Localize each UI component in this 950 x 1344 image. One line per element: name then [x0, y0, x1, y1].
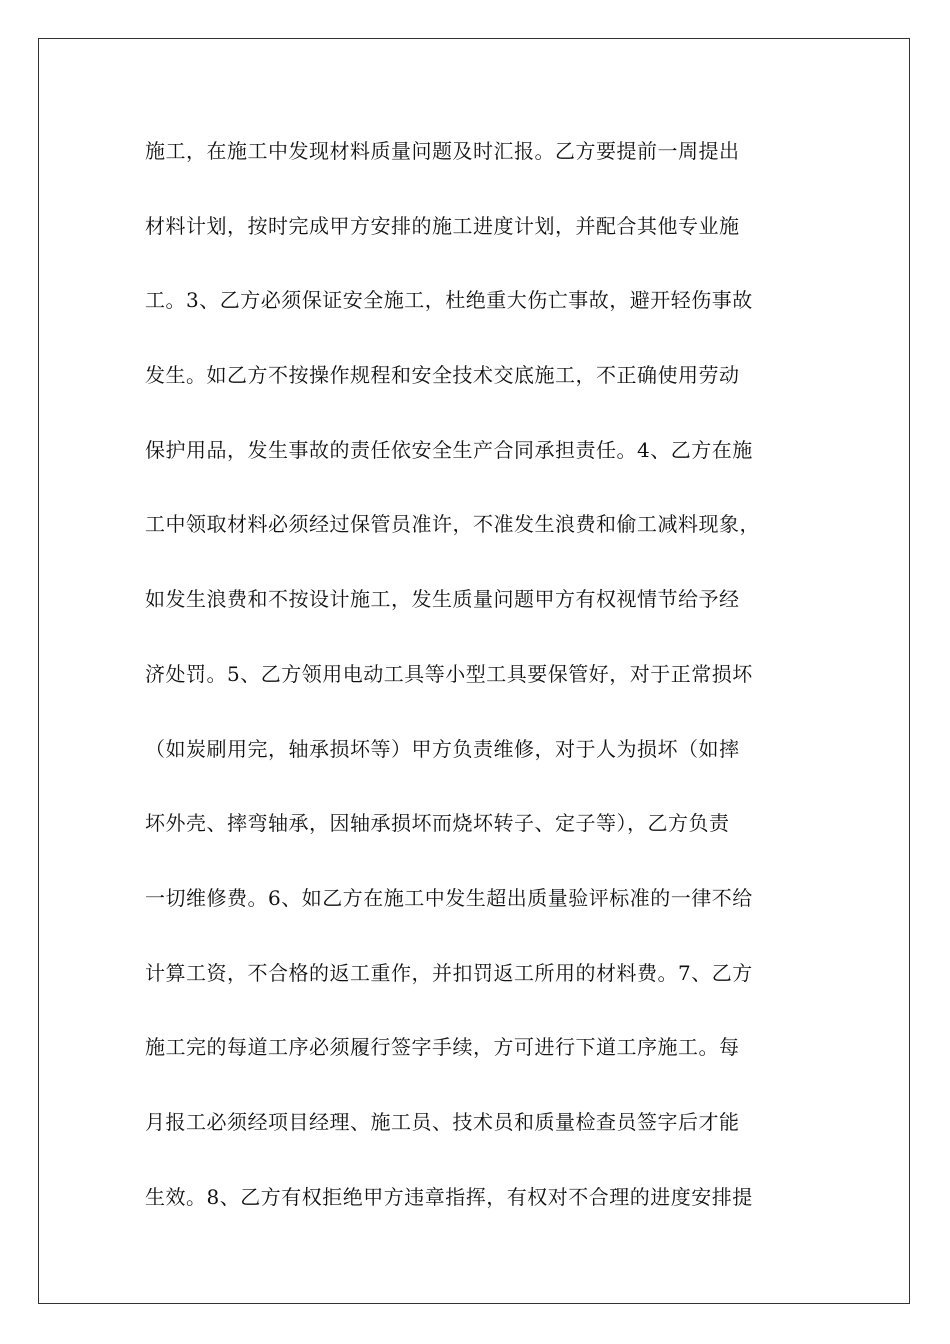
- text-line: 工中领取材料必须经过保管员准许，不准发生浪费和偷工减料现象，: [145, 512, 760, 537]
- text-line: 保护用品，发生事故的责任依安全生产合同承担责任。4、乙方在施: [145, 437, 753, 462]
- text-line: 施工，在施工中发现材料质量问题及时汇报。乙方要提前一周提出: [145, 139, 740, 163]
- text-line: 一切维修费。6、如乙方在施工中发生超出质量验评标准的一律不给: [145, 885, 753, 910]
- document-body: [145, 128, 809, 1248]
- text-line: 材料计划，按时完成甲方安排的施工进度计划，并配合其他专业施: [145, 213, 740, 238]
- text-line: 计算工资，不合格的返工重作，并扣罚返工所用的材料费。7、乙方: [145, 960, 753, 985]
- text-line: 发生。如乙方不按操作规程和安全技术交底施工，不正确使用劳动: [145, 363, 740, 388]
- text-line: 济处罚。5、乙方领用电动工具等小型工具要保管好，对于正常损坏: [145, 661, 753, 686]
- text-line: 月报工必须经项目经理、施工员、技术员和质量检查员签字后才能: [145, 1109, 740, 1134]
- text-line: （如炭刷用完，轴承损坏等）甲方负责维修，对于人为损坏（如摔: [145, 736, 740, 761]
- text-line: 如发生浪费和不按设计施工，发生质量问题甲方有权视情节给予经: [145, 587, 740, 612]
- text-line: 施工完的每道工序必须履行签字手续，方可进行下道工序施工。每: [145, 1035, 740, 1060]
- text-line: 生效。8、乙方有权拒绝甲方违章指挥，有权对不合理的进度安排提: [145, 1184, 753, 1209]
- text-line: 坏外壳、摔弯轴承，因轴承损坏而烧坏转子、定子等），乙方负责: [145, 811, 730, 836]
- text-line: 工。3、乙方必须保证安全施工，杜绝重大伤亡事故，避开轻伤事故: [145, 288, 753, 313]
